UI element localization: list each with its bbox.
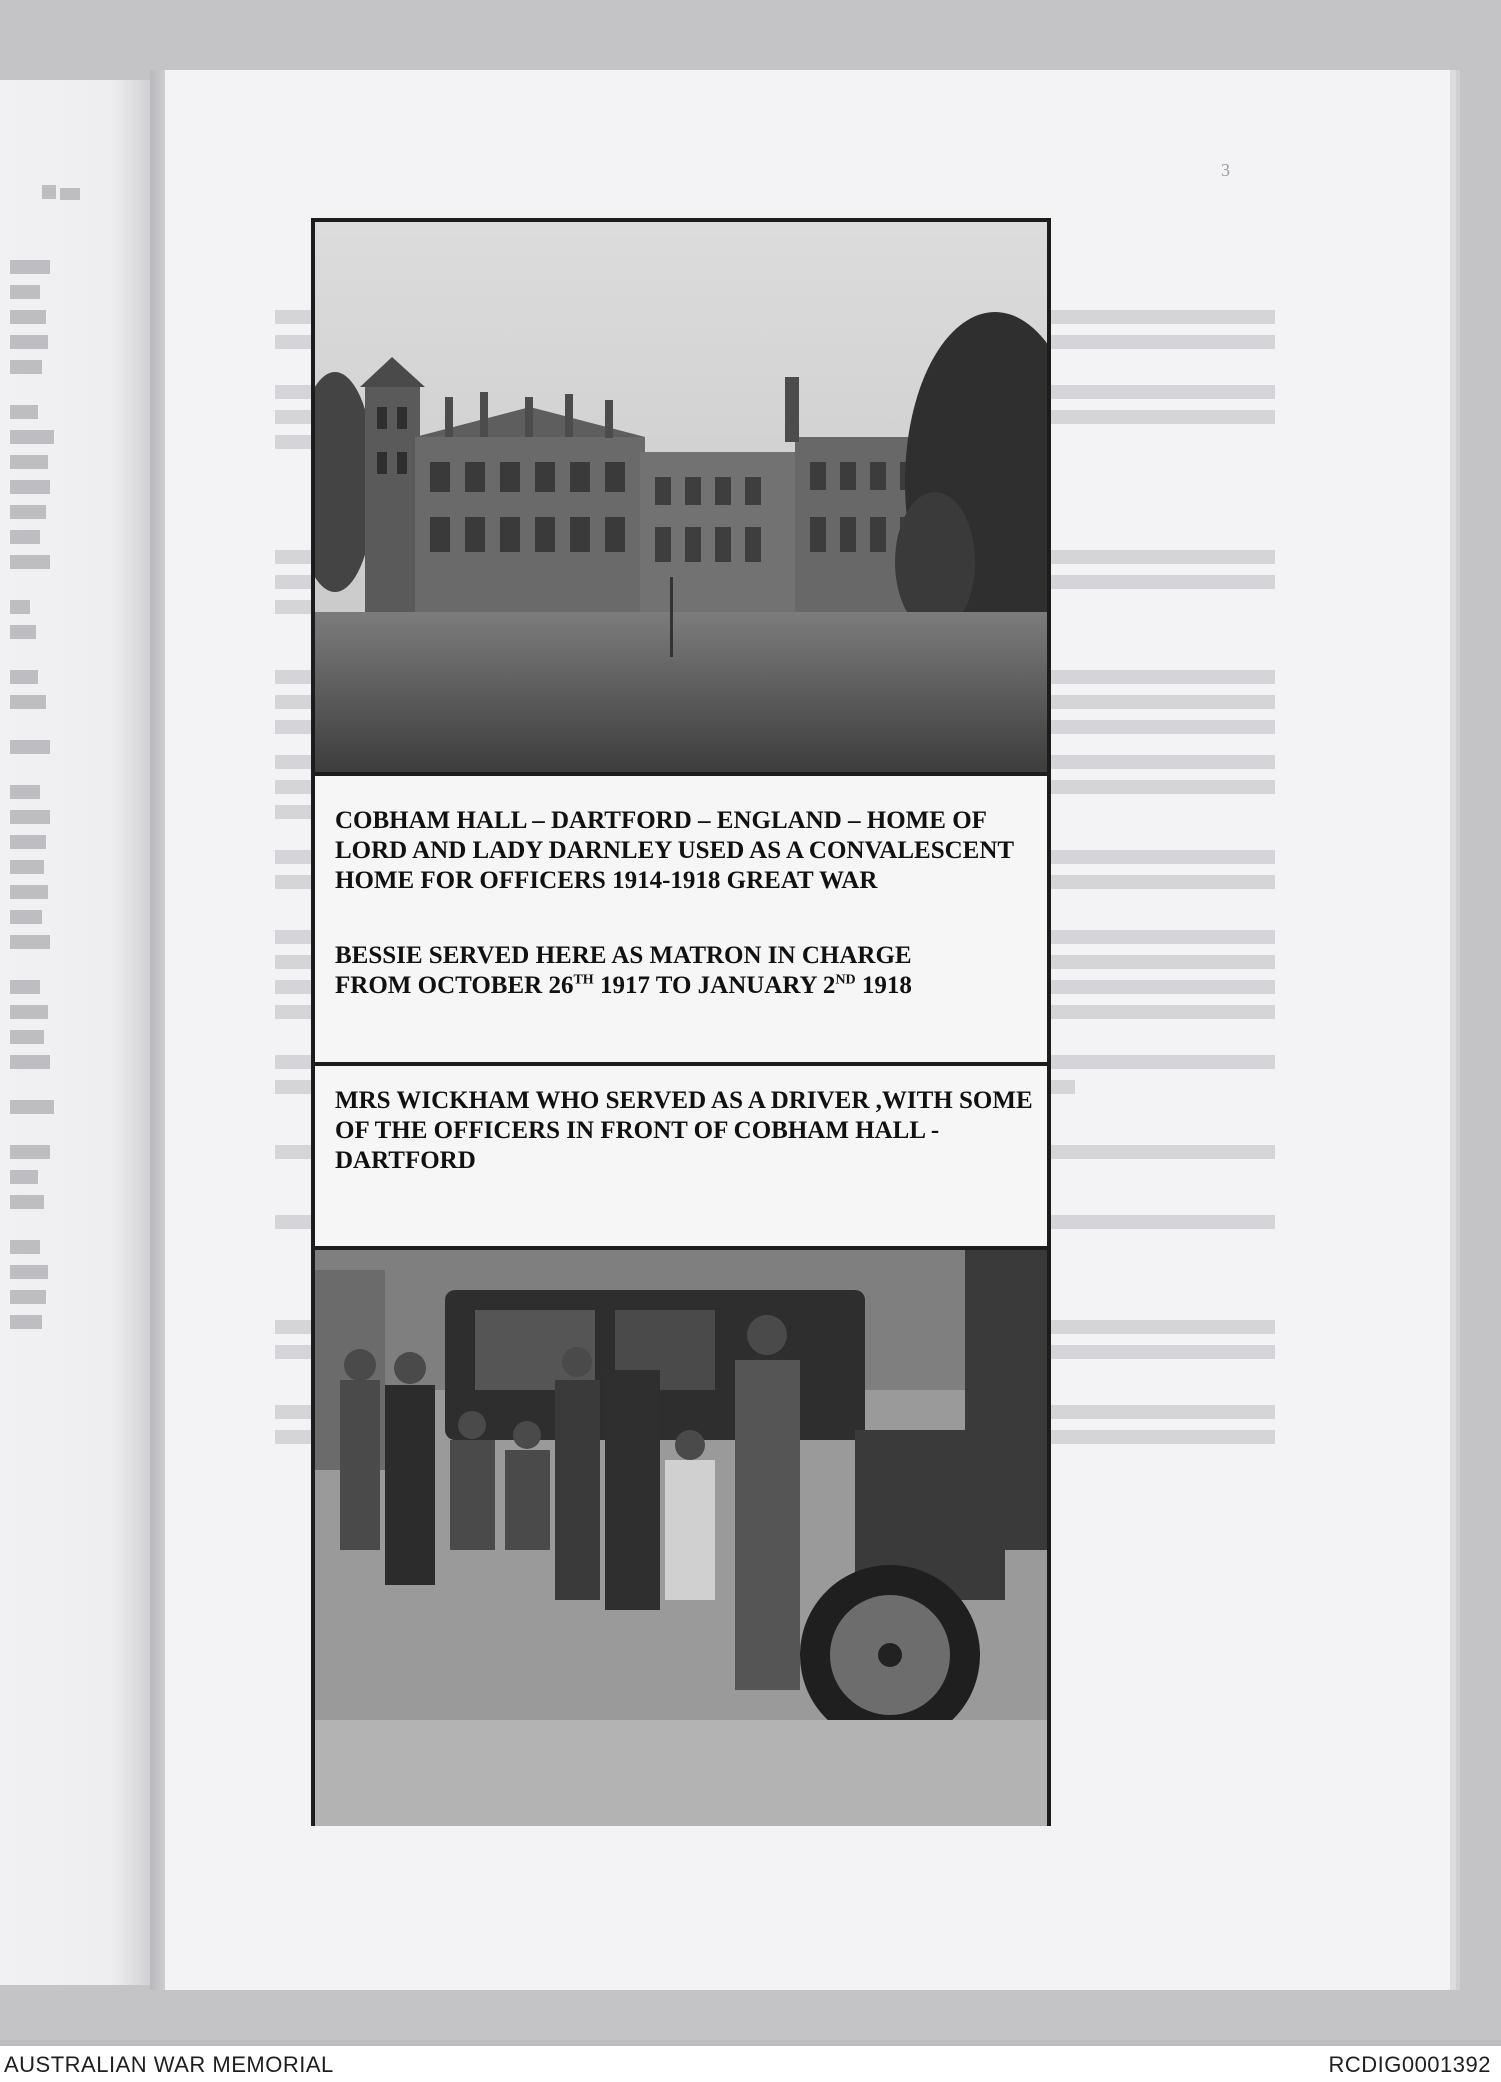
page-number: 3 [1221, 160, 1230, 180]
footer-institution: AUSTRALIAN WAR MEMORIAL [4, 2052, 334, 2077]
officers-and-car-photo [315, 1246, 1047, 1826]
officers-car-illustration [315, 1250, 1047, 1826]
caption-mrs-wickham-text: MRS WICKHAM WHO SERVED AS A DRIVER ,WITH SOME OF THE OFFICERS IN FRONT OF COBHAM HALL - DARTFORD [335, 1087, 1033, 1174]
footer-record-id: RCDIG0001392 [1328, 2052, 1491, 2077]
left-page-bleed-text [0, 80, 160, 1985]
caption-matron-text [335, 941, 1035, 1001]
caption-mrs-wickham [315, 1062, 1047, 1196]
archive-footer [0, 2046, 1501, 2082]
caption-superscript-nd: ND [835, 972, 856, 988]
cobham-hall-photo [315, 222, 1047, 772]
caption-matron-line2-start: FROM OCTOBER 26 [335, 972, 574, 999]
cobham-hall-illustration [315, 222, 1047, 772]
caption-matron-line2-mid: 1917 TO JANUARY 2 [593, 972, 836, 999]
caption-cobham-hall-text: COBHAM HALL – DARTFORD – ENGLAND – HOME OF LORD AND LADY DARNLEY USED AS A CONVALESCENT HOME FOR OFFICERS 1914-1918 GREAT WAR [335, 807, 1014, 894]
photo-caption-frame [311, 218, 1051, 1826]
caption-matron-line1: BESSIE SERVED HERE AS MATRON IN CHARGE [335, 942, 912, 969]
caption-superscript-th: TH [573, 972, 594, 988]
left-page [0, 80, 160, 1985]
caption-cobham-hall [315, 772, 1047, 1066]
caption-matron-line2-end: 1918 [855, 972, 912, 999]
right-page [165, 70, 1450, 1990]
